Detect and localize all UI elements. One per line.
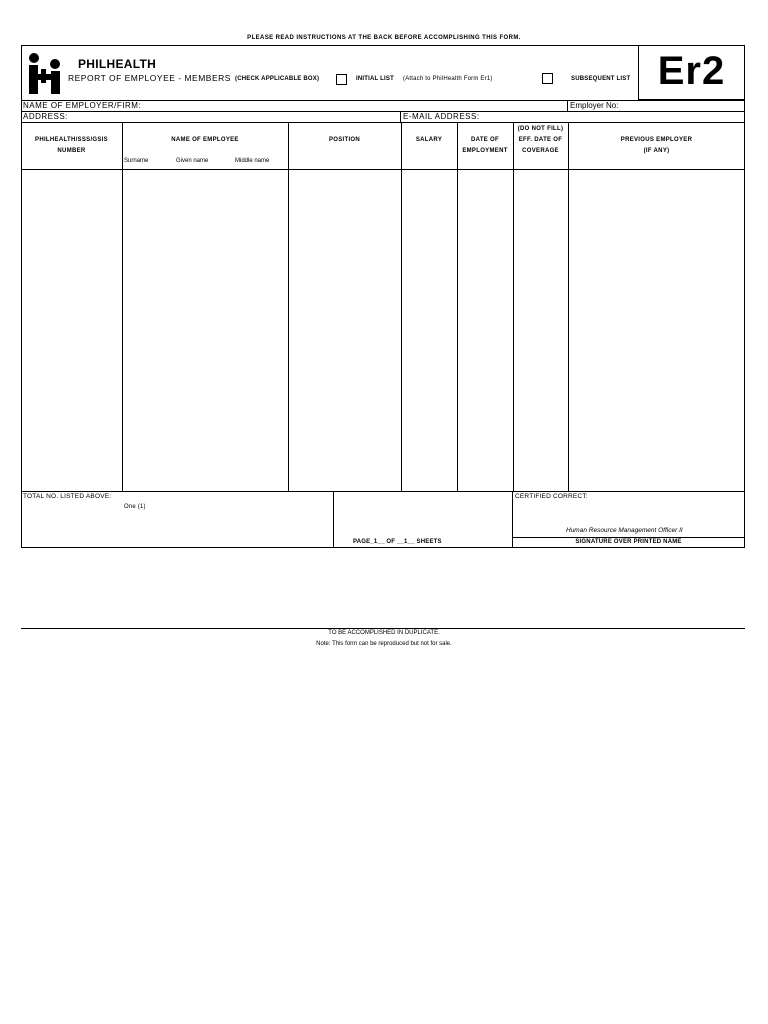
signatory-title: Human Resource Management Officer II	[566, 527, 683, 534]
form-code: Er2	[657, 49, 726, 93]
col-divider-5	[513, 122, 514, 491]
reproduce-note: Note: This form can be reproduced but not for sale.	[316, 641, 452, 647]
bottom-divider	[21, 628, 745, 629]
signature-caption: SIGNATURE OVER PRINTED NAME	[575, 539, 682, 545]
col-header-date-of-employment: DATE OF EMPLOYMENT	[462, 137, 508, 154]
col-divider-2	[288, 122, 289, 491]
employer-name-label: NAME OF EMPLOYER/FIRM:	[23, 101, 142, 110]
divider-employer-no	[567, 100, 568, 111]
footer-divider-1	[333, 491, 334, 548]
col-divider-6	[568, 122, 569, 491]
col-header-previous-employer: PREVIOUS EMPLOYER (IF ANY)	[620, 137, 693, 154]
subsequent-list-checkbox[interactable]	[542, 73, 553, 84]
signature-line	[512, 537, 745, 538]
divider-email	[400, 111, 401, 122]
divider-address	[21, 122, 745, 123]
col-header-number: PHILHEALTH/SSS/GSIS NUMBER	[35, 137, 108, 154]
duplicate-note: TO BE ACCOMPLISHED IN DUPLICATE.	[328, 630, 440, 636]
form-title: REPORT OF EMPLOYEE - MEMBERS	[68, 73, 231, 83]
employer-no-label: Employer No:	[570, 101, 619, 110]
form-frame	[21, 45, 745, 548]
table-header-bottom	[21, 169, 745, 170]
initial-list-note: (Attach to PhilHealth Form Er1)	[403, 76, 493, 82]
check-instruction: (CHECK APPLICABLE BOX)	[235, 76, 320, 82]
col-divider-3	[401, 122, 402, 491]
col-header-salary: SALARY	[415, 137, 443, 143]
col-divider-1	[122, 122, 123, 491]
certified-correct-label: CERTIFIED CORRECT:	[515, 493, 588, 500]
total-listed-value: One (1)	[124, 504, 146, 510]
address-label: ADDRESS:	[23, 112, 68, 121]
table-bottom	[21, 491, 745, 492]
col-header-position: POSITION	[328, 137, 361, 143]
initial-list-checkbox[interactable]	[336, 74, 347, 85]
subsequent-list-label: SUBSEQUENT LIST	[571, 76, 631, 82]
col-header-surname: Surname	[124, 158, 149, 164]
col-divider-4	[457, 122, 458, 491]
col-header-name: NAME OF EMPLOYEE	[171, 137, 239, 143]
page-count: PAGE_1__ OF __1__ SHEETS	[353, 539, 442, 545]
col-header-middle-name: Middle name	[235, 158, 270, 164]
col-header-given-name: Given name	[176, 158, 209, 164]
email-label: E-MAIL ADDRESS:	[403, 112, 480, 121]
divider-employer	[21, 111, 745, 112]
instruction-note: PLEASE READ INSTRUCTIONS AT THE BACK BEFORE ACCOMPLISHING THIS FORM.	[247, 35, 521, 41]
total-listed-label: TOTAL NO. LISTED ABOVE:	[23, 493, 112, 500]
brand-title: PHILHEALTH	[78, 57, 157, 71]
col-header-eff-date: (DO NOT FILL) EFF. DATE OF COVERAGE	[517, 126, 564, 154]
initial-list-label: INITIAL LIST	[356, 76, 394, 82]
philhealth-logo-icon	[26, 52, 66, 96]
